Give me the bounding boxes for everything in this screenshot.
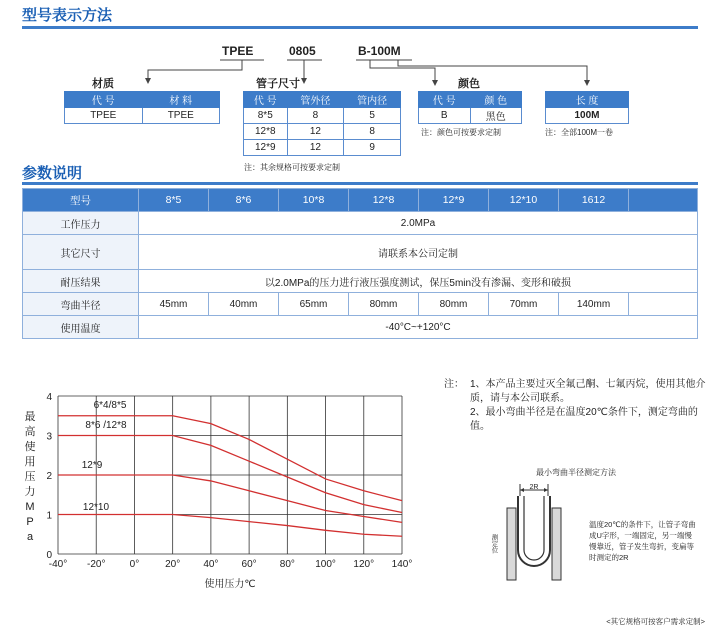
tube-size-note: 注：其余规格可按要求定制 (244, 163, 340, 172)
params-row-label: 其它尺寸 (23, 235, 139, 270)
params-model-cell: 8*5 (139, 189, 209, 212)
params-table (22, 188, 698, 339)
x-tick-label: 60° (241, 559, 257, 570)
x-tick-label: -20° (86, 559, 106, 570)
color-note: 注：颜色可按要求定制 (421, 128, 501, 137)
notes-prefix: 注： (444, 379, 464, 390)
params-bend-cell: 140mm (559, 293, 629, 316)
params-bend-empty (629, 293, 698, 316)
params-model-empty (629, 189, 698, 212)
params-model-cell: 12*9 (419, 189, 489, 212)
x-tick-label: 120° (353, 559, 375, 570)
x-tick-label: -40° (48, 559, 68, 570)
bend-dim-label: 2R (529, 484, 539, 491)
series-label: 12*9 (81, 460, 103, 471)
params-bend-cell: 45mm (139, 293, 209, 316)
tube-size-caption: 管子尺寸 (256, 78, 300, 90)
params-bend-cell: 70mm (489, 293, 559, 316)
length-table (545, 91, 629, 124)
tube-size-table (243, 91, 401, 156)
color-caption: 颜色 (458, 78, 480, 90)
params-bend-cell: 80mm (419, 293, 489, 316)
x-tick-label: 140° (391, 559, 413, 570)
material-table (64, 91, 220, 124)
params-other-size: 请联系本公司定制 (139, 235, 698, 270)
tube-cell: 8 (344, 124, 401, 140)
tube-cell: 12 (287, 140, 344, 156)
params-row-label: 耐压结果 (23, 270, 139, 293)
note-item: 2、最小弯曲半径是在温度20℃条件下，测定弯曲的值。 (470, 407, 698, 432)
tube-cell: 5 (344, 108, 401, 124)
code-part-size: 0805 (289, 44, 316, 58)
params-model-cell: 12*10 (489, 189, 559, 212)
series-line (58, 515, 402, 537)
tube-header: 管外径 (287, 92, 344, 108)
params-row-label: 工作压力 (23, 212, 139, 235)
y-tick-label: 1 (46, 510, 52, 522)
series-label: 6*4/8*5 (93, 400, 127, 411)
tube-cell: 12*9 (244, 140, 288, 156)
params-working-pressure: 2.0MPa (139, 212, 698, 235)
color-table (418, 91, 522, 124)
color-header: 代 号 (419, 92, 471, 108)
x-tick-label: 100° (315, 559, 336, 570)
params-bend-cell: 65mm (279, 293, 349, 316)
x-axis-label: 使用压力℃ (204, 579, 256, 590)
x-tick-label: 80° (279, 559, 295, 570)
section-title-params: 参数说明 (22, 165, 83, 182)
section-title-model: 型号表示方法 (22, 7, 113, 24)
params-model-cell: 1612 (559, 189, 629, 212)
y-axis-label: 最高使用压力 M P a (24, 411, 36, 543)
notes-block (444, 378, 706, 434)
x-tick-label: 20° (165, 559, 181, 570)
params-header-model: 型号 (23, 189, 139, 212)
params-model-cell: 10*8 (279, 189, 349, 212)
color-cell: B (419, 108, 471, 124)
params-model-cell: 12*8 (349, 189, 419, 212)
tube-cell: 12*8 (244, 124, 288, 140)
material-header-code: 代 号 (65, 92, 143, 108)
series-label: 8*6 /12*8 (85, 420, 127, 431)
params-model-cell: 8*6 (209, 189, 279, 212)
params-bend-cell: 40mm (209, 293, 279, 316)
tube-cell: 9 (344, 140, 401, 156)
params-burst-result: 以2.0MPa的压力进行液压强度测试，保压5min没有渗漏、变形和破损 (139, 270, 698, 293)
footer-note: <其它规格可按客户需求定制> (606, 617, 705, 626)
series-line (58, 436, 402, 513)
pressure-temperature-chart (0, 380, 430, 600)
bend-method-title: 最小弯曲半径测定方法 (536, 468, 616, 477)
params-bend-cell: 80mm (349, 293, 419, 316)
y-tick-label: 4 (46, 392, 52, 403)
length-note: 注：全部100M一卷 (545, 128, 614, 137)
tube-header: 管内径 (344, 92, 401, 108)
material-caption: 材质 (92, 78, 114, 90)
code-part-color-length: B-100M (358, 44, 401, 58)
params-row-label: 弯曲半径 (23, 293, 139, 316)
series-line (58, 475, 402, 522)
bend-method-diagram (488, 480, 588, 586)
tube-header: 代 号 (244, 92, 288, 108)
material-cell: TPEE (65, 108, 143, 124)
series-label: 12*10 (82, 502, 110, 513)
y-tick-label: 3 (46, 431, 52, 443)
tube-cell: 12 (287, 124, 344, 140)
color-header: 颜 色 (470, 92, 522, 108)
x-tick-label: 0° (129, 559, 140, 570)
y-tick-label: 2 (46, 471, 52, 482)
tube-cell: 8*5 (244, 108, 288, 124)
color-cell: 黑色 (470, 108, 522, 124)
x-tick-label: 40° (203, 559, 219, 570)
code-part-material: TPEE (222, 44, 254, 58)
material-header-name: 材 料 (142, 92, 220, 108)
params-row-label: 使用温度 (23, 316, 139, 339)
bend-side-label: 测定位 (490, 534, 498, 554)
note-item: 1、本产品主要过灭全氟己酮、七氟丙烷，使用其他介质，请与本公司联系。 (470, 379, 706, 404)
tube-cell: 8 (287, 108, 344, 124)
y-tick-label: 0 (46, 550, 52, 561)
bend-method-description: 温度20℃的条件下，让管子弯曲成U字形，一端固定，另一端慢慢靠近，管子发生弯折，变扁等时测定的2R (589, 520, 696, 562)
length-header: 长 度 (546, 92, 629, 108)
section-divider (22, 182, 698, 185)
material-cell: TPEE (142, 108, 220, 124)
params-temp: -40°C~+120°C (139, 316, 698, 339)
length-cell: 100M (546, 108, 629, 124)
